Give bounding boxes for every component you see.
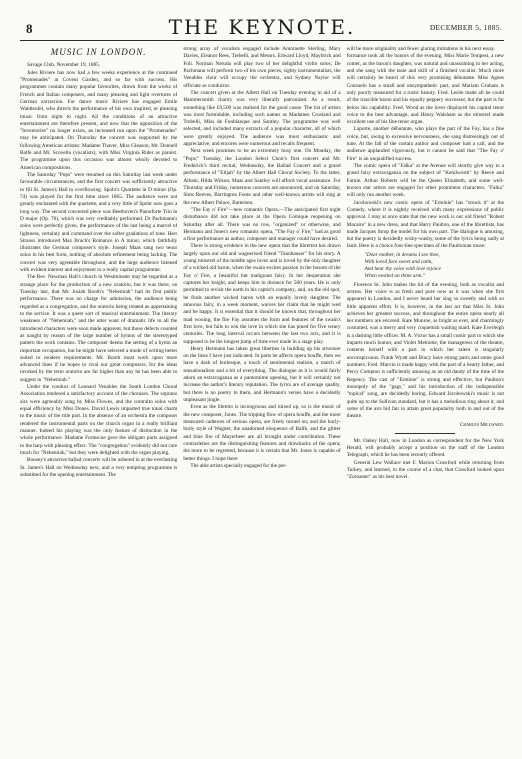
- journal-title: THE KEYNOTE.: [168, 15, 356, 39]
- separator-rule: [395, 433, 455, 434]
- news-note: General Lew Wallace met F. Marion Crawford while returning from Turkey, and learned, in the course of a chat, that Crawford looked upon "Zoroaster" as his best novel.: [346, 459, 504, 481]
- issue-date: DECEMBER 5, 1885.: [429, 23, 502, 32]
- paragraph: Under the conduct of Leonard Venables the South London Choral Association rendered a satisfactory account of the choruses. The soprano airs were agreeably sung by Miss Flowes, and the contralto solos with equal efficiency by Miss Dones. David Lewis imparted true tonal charm to the music of the title part. In the absence of an orchestra the composer rendered the instrumental parts on the church organ in a really brilliant manner. Indeed his playing was the only feature of distinction in the whole performance. Madame Fortescue gave the obligato parts assigned to the harp with pleasing effect. The "congregation" evidently did not care much for "Nehemiah," but they were delighted with the organ playing.: [20, 384, 178, 456]
- poem-line: "Dear mother, in dreams I see thee,: [364, 251, 440, 258]
- paragraph: The Saturday "Pops" were resumed on this Saturday last week under favourable circumstances, and the first concert was sufficiently attractive to fill St. James's Hall to overflowing. Spohr's Quartette in D minor (Op. 74) was played for the first time since 1865. The audience were not greatly enchanted with the quartette, and a very little of Spohr now goes a long way. The second concerted piece was Beethoven's Pianoforte Trio in D major (Op. 70), which was very creditably performed. Dr Pachmann's solos were perfectly given, the performance of the last being a marvel of lightness, certainty and command over the softer gradations of tone. Herr Strauss introduced Max Bruch's Romance in A minor, which faithfully illustrates the German composer's style. Joseph Maas sang two tenor solos in his best form, nothing of absolute refinement being lacking. The concert was very agreeable throughout, and the large audience listened with evident interest and enjoyment to a really capital programme.: [20, 172, 178, 274]
- dateline-paragraph: Savage Club, November 19, 1885.: [27, 62, 101, 69]
- page-number: 8: [26, 21, 33, 36]
- paragraph: The able artists specially engaged for the per-: [190, 462, 287, 469]
- poem-line: And hear thy voice with love rejoice: [364, 266, 441, 273]
- paragraph: formance took all the honors of the evening. Miss Marie Tempest, a new comer, as the baron's daughter, was natural and unassuming in her acting, and she sang with the taste and skill of a finished vocalist. Much more will certainly be heard of this very promising débutante. Miss Agnes Consuelo has a small and unsympathetic part, and Mariam Graham is only poorly measured for a rustic beauty. Fred. Leslie made all he could of the irascible baron and his equally peppery successor, but the part is far below his capability. Fred. Wood as the lover displayed his capital tenor voice to the best advantage, and Henry Walsham as the minstrel made excellent use of his fine tenor organ.: [346, 53, 504, 126]
- column-1: [20, 46, 177, 754]
- column-3: [347, 46, 504, 754]
- paragraph: will be more originality and fewer glaring imitations in his next essay.: [346, 46, 496, 52]
- paragraph: Henry Hermann has taken great liberties in building up his structure on the lines I have just indicated. In parts he affects opera bouffe, then we have a dash of burlesque, a touch of sentimental realism, a match of sensationalism and a bit of everything. The dialogue as it is would fairly adorn an extravaganza as a pantomime opening, but it will certainly not increase the author's literary reputation. The lyrics are of average quality, but there is no poetry in them, and Hermann's verses have a decidedly unpleasant jingle.: [183, 345, 341, 403]
- poem-line: When nestled on thine arm.": [364, 273, 425, 280]
- article-columns: [20, 46, 504, 754]
- paragraph: Jules Riviere has now had a few weeks experience at the continued "Promenades" at Covent Garden, and so far with success. His programmes contain many popular favourites, drawn from the works of French and Italian composers, and many pleasing and light overtures of German extraction. For dance music Riviere has engaged Emile Waldteufel, who directs the performance of his own inspired, or pleasing music from night to night. All the conditions of an attractive entertainment are therefore present, and now that the opposition of the "Inventories" no longer exists, an increased run upon the "Promenades" may be anticipated. On Thursday the concert was supported by the following American artistes: Madame Thaver, Miss Gleason, Mr. Donnell Balfe and Mr. Scovello (vocalists), with Miss Virginia Rider as pianist. The programme upon this occasion was almost wholly devoted to American compositions.: [20, 69, 178, 171]
- section-heading: MUSIC IN LONDON.: [50, 47, 147, 57]
- poem-quote: [365, 252, 504, 281]
- news-note: Mr. Oakey Hall, now in London as correspondent for the New York Herald, will probably accept a position on the staff of the London Telegraph, which he has been recently offered.: [346, 437, 504, 459]
- paragraph: Boosey's attractive ballad concerts will be ushered in at the everlasting St. James's Hall on Wednesday next, and a very tempting programme is submitted for the opening entertainment. The: [20, 457, 178, 478]
- paragraph: The Rev. Newman Hall's church in Westminster may be regarded as a strange place for the production of a new oratorio, but it was there, on Tuesday last, that Mr. Josiah Booth's "Nehemiah" had its first public performance. There was no charge for admission, the audience being regarded as a congregation, and the oratorio being treated as appertaining to the service. It was a queer sort of musical entertainment. The literary weakness of "Nehemiah," and the utter want of dramatic life in all the introduced characters were soon made apparent, but those defects counted as naught by reason of the large number of hymns of the stereotyped pattern the work contains. The composer deems the setting of a hymn an important occupation, but he might have selected a mode of writing better suited to modern requirements. Mr. Booth must work upon more advanced lines if he hopes to rival our great composers, for the ideas invoked by the term oratorio are far higher than any he has been able to suggest in "Nehemiah.": [20, 274, 178, 383]
- poem-line: With loved face sweet and calm,: [364, 258, 433, 265]
- column-2: [183, 46, 340, 754]
- paragraph: "The Fay o' Fire"—new romantic Opera.—The anticipated first night disturbance did not take place at the Opera Comique reopening on Saturday after all. There was no row, "organized" or otherwise, and Hermann and Jones's new romantic opera, "The Fay o' Fire," had as good a first performance as author, composer and manager could have desired.: [183, 206, 341, 243]
- paragraph: There is strong evidence in the new opera that the librettist has drawn largely upon our old and wagnerised friend "Tannhauser" for his story. A young minstrel of the middle ages loves and is loved by the only daughter of a wicked old baron, when the swain excites passion in the bosom of the Fay o' Fire, a beautiful but malignant fairy. In her desperation she captures her knight, and keeps him in durance for 500 years. He is only permitted to revisit the earth in his captor's company, and, on the old spot, he finds another wicked baron with an equally lovely daughter. The amorous fairy, in a week moment, waives her claim that he might wed and be happy. It is essential that it should be known that, throughout her mad wooing, the fire Fay assumes the form and features of the swain's first love, but fails to win the love in which she has pined for five weary centuries. The long interval occurs between the last two acts, and it is supposed to be the longest jump of time ever made in a stage play.: [183, 243, 341, 345]
- paragraph: The concert given at the Albert Hall on Tuesday evening in aid of a Hammersmith charity was very liberally patronized. As a result, something like £9,500 was realised for the good cause. The list of artists was most formidable, including such names as Madames Crosland and Trebelli, Miss de Fonblanque and Santley. The programme was well selected, and included many extracts of a popular character, all of which were greatly enjoyed. The audience was most enthusiastic and appreciative, and encores were numerous and recalls frequent.: [183, 89, 341, 148]
- masthead: [20, 14, 504, 41]
- paragraph: Laporte, another débutante, who plays the part of the Fay, has a fine voice, but, owing to excessive nervousness, she sang distressingly out of tune. At the fall of the curtain author and composer had a call, and the audience applauded vigorously, but it cannot be said that "The Fay o' Fire" is an unqualified success.: [346, 126, 504, 162]
- paragraph: The comic opera of "Falka" at the Avenue will shortly give way to a grand fairy extravaganza on the subject of "Kenilworth" by Reece and Farnie. Arthur Roberts will be the Queen Elizabeth, and some well-known star artists are engaged for other prominent characters. "Falka" will only run another week.: [346, 163, 504, 199]
- paragraph: Florence St. John makes the hit of the evening, both as vocalist and actress. Her voice is as fresh and pure now as it was when she first appeared in London, and I never heard her sing so sweetly and with so little apparent effort. It is, however, in the last act that Miss St. John achieves her greatest success, and throughout the entire opera nearly all her numbers are encored. Kate Munroe, as bright as ever, and charmingly costumed, was a merry and very coquettish waiting maid. Kate Everleigh is a dashing little officer. M. A. Victor has a small comic part to which she imparts much humor, and Violet Melnotte, the manageress of the theatre, contents herself with a part in which her talent is singularly unconspicuous. Frank Wyatt and Bracy have strong parts and some good numbers. Fred. Marvin is made happy with the part of a hearty father, and Percy Compton is sufficiently amusing as an old dandy of the time of the Regency. The cast of "Erminie" is strong and effective, but Paulton's monopoly of the "gags," and his introduction of the indispensible "topical" song, are decidedly boring. Edward Jacobowski's music is not quite up to the Sullivan standard, but it has a melodious ring about it, and some of the airs bid fair to attain great popularity both in and out of the theatre.: [346, 281, 504, 420]
- paragraph: Next week promises to be an extremely busy one. On Monday, the "Pops;" Tuesday, the London Select Choir's first concert and Mr. Frederick's third recital; Wednesday, the Ballad Concert and a grand performance of "Elijah" by the Albert Hall Choral Society. To the latter, Albani, Hilda Wilson, Maas and Santley will afford vocal assistance. For Thursday and Friday, numerous concerts are announced, and on Saturday, Sims Reeves, Barrington Foote and other well-known artists will sing at the new Albert Palace, Battersea.: [183, 148, 341, 206]
- paragraph: Even as the libretto is incongruous and mixed up, so is the music of the new composer, Jones. The tripping flow of opera bouffe, and the more measured cadences of serious opera, are freely turned on; and the hurly-burly style of Wagner, the unadorned eloquence of Balfe, and the glitter and blue fire of Mayerbeer are all brought under contribution. These contrarieties are the distinguishing features and drawbacks of the opera; the more to be regretted, because it is certain that Mr. Jones is capable of better things. I hope there: [183, 404, 341, 462]
- paragraph: Jacobowski's new comic opera of "Erminie" has "struck it" at the Comedy, where it is nightly received with many expressions of public approval. I may at once state that the new work is our old friend "Robert Macaire" in a new dress, and that Harry Paulton, one of the librettists, has made Jacques Strop the model for his own part. The dialogue is amusing, but the poetry is decidedly wishy-washy, some of the lyrics being sadly at fault. Here is a choice four-line specimen of the Paultonian muse:: [346, 199, 504, 250]
- paragraph: strong array of vocalists engaged include Antoinette Sterling, Mary Davies, Eleanor Rees, Trebelli, and Messrs. Edward Lloyd, Maybrick and Foli. Norman Neruda will play two of her delightful violin solos; De Pachmann will perform two of his own pieces, sighty instrumentalists, the Venables choir will occupy the orchestra, and Sydney Naylor will officiate as conductor.: [183, 46, 341, 89]
- author-signature: Charles Millward.: [459, 421, 504, 428]
